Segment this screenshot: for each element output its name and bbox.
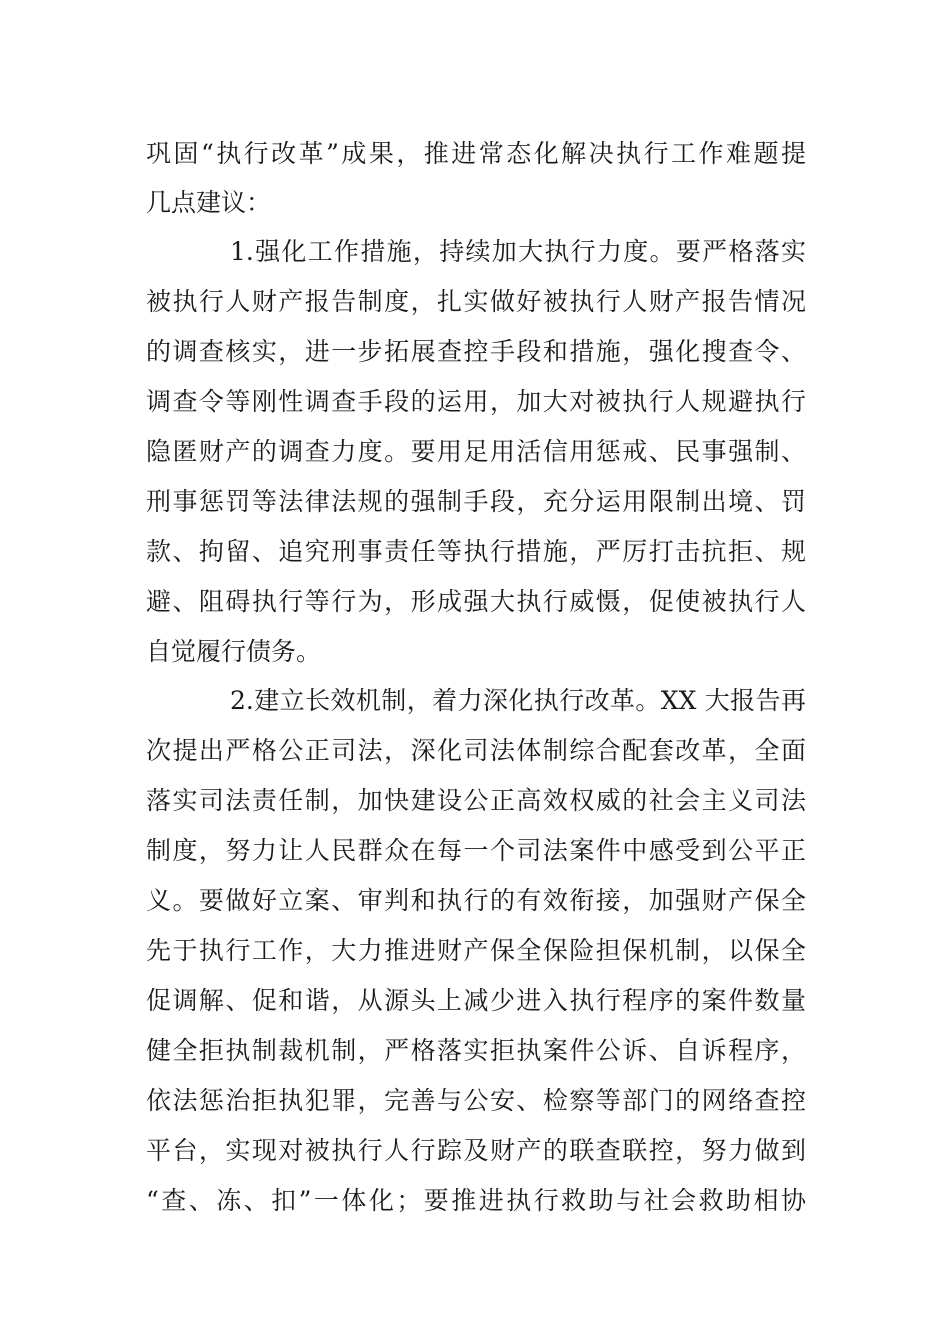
paragraph-line: 被执行人财产报告制度，扎实做好被执行人财产报告情况 — [146, 287, 806, 316]
paragraph-line: 隐匿财产的调查力度。要用足用活信用惩戒、民事强制、 — [146, 437, 806, 466]
paragraph-line: 几点建议： — [146, 188, 272, 217]
paragraph-line: 依法惩治拒执犯罪，完善与公安、检察等部门的网络查控 — [146, 1086, 806, 1115]
paragraph-line: 健全拒执制裁机制，严格落实拒执案件公诉、自诉程序， — [146, 1036, 806, 1065]
paragraph-line: 款、拘留、追究刑事责任等执行措施，严厉打击抗拒、规 — [146, 537, 806, 566]
paragraph-line: 刑事惩罚等法律法规的强制手段，充分运用限制出境、罚 — [146, 487, 806, 516]
paragraph-line: 的调查核实，进一步拓展查控手段和措施，强化搜查令、 — [146, 337, 806, 366]
paragraph-line: 调查令等刚性调查手段的运用，加大对被执行人规避执行 — [146, 387, 806, 416]
paragraph-line: 平台，实现对被执行人行踪及财产的联查联控，努力做到 — [146, 1136, 806, 1165]
paragraph-line: 次提出严格公正司法，深化司法体制综合配套改革，全面 — [146, 736, 806, 765]
paragraph-line: 落实司法责任制，加快建设公正高效权威的社会主义司法 — [146, 786, 806, 815]
paragraph-line: 避、阻碍执行等行为，形成强大执行威慑，促使被执行人 — [146, 587, 806, 616]
paragraph-line: 义。要做好立案、审判和执行的有效衔接，加强财产保全 — [146, 886, 806, 915]
paragraph-line: 巩固“执行改革”成果，推进常态化解决执行工作难题提 — [146, 139, 806, 168]
paragraph-line: 自觉履行债务。 — [146, 637, 322, 666]
paragraph-line: 制度，努力让人民群众在每一个司法案件中感受到公平正 — [146, 836, 806, 865]
paragraph-line: 促调解、促和谐，从源头上减少进入执行程序的案件数量 — [146, 986, 806, 1015]
paragraph-line: 先于执行工作，大力推进财产保全保险担保机制，以保全 — [146, 936, 806, 965]
paragraph-line: 2.建立长效机制，着力深化执行改革。XX 大报告再 — [230, 686, 806, 715]
paragraph-line: 1.强化工作措施，持续加大执行力度。要严格落实 — [230, 237, 806, 266]
paragraph-line: “查、冻、扣”一体化；要推进执行救助与社会救助相协 — [146, 1186, 806, 1215]
